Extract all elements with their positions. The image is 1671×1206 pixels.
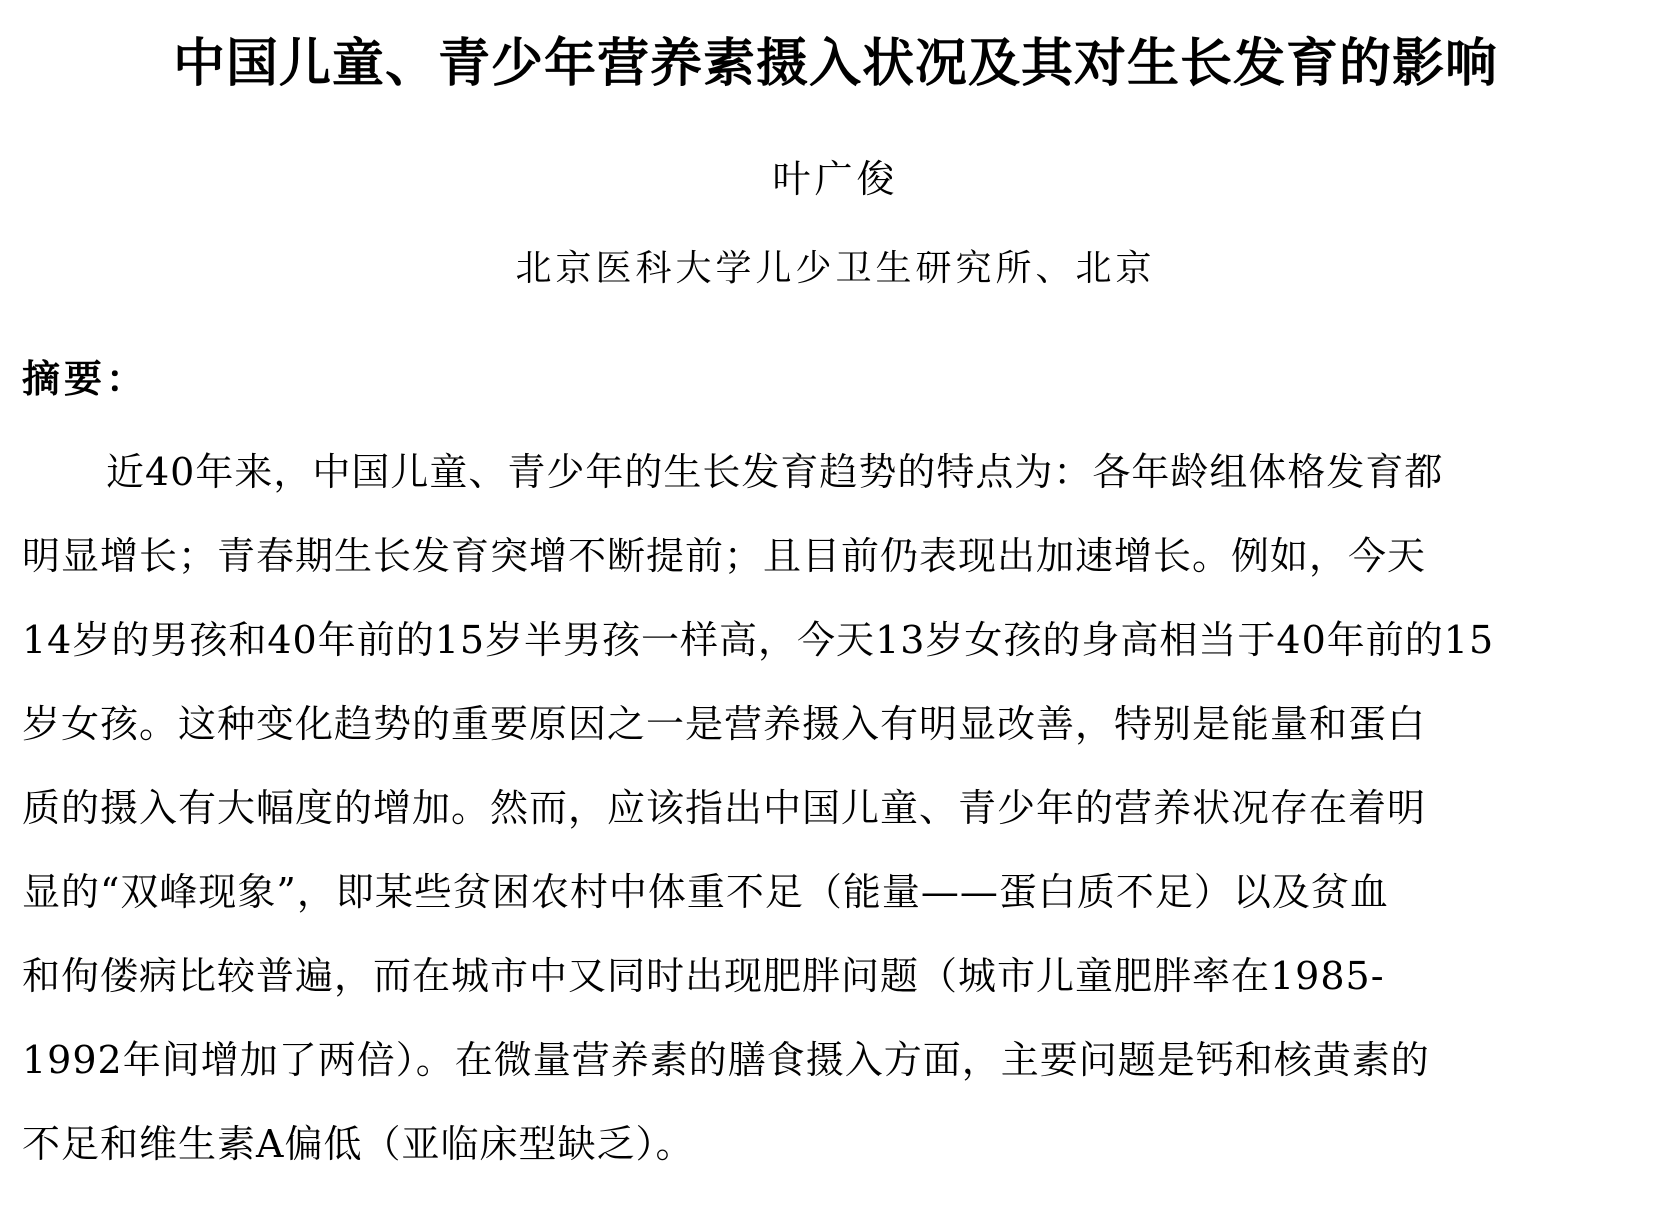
abstract-line: 14岁的男孩和40年前的15岁半男孩一样高，今天13岁女孩的身高相当于40年前的15 <box>22 618 1495 662</box>
abstract-line: 质的摄入有大幅度的增加。然而，应该指出中国儿童、青少年的营养状况存在着明 <box>22 786 1427 830</box>
abstract-line: 岁女孩。这种变化趋势的重要原因之一是营养摄入有明显改善，特别是能量和蛋白 <box>22 702 1427 746</box>
abstract-body <box>22 430 1642 1186</box>
author-affiliation: 北京医科大学儿少卫生研究所、北京 <box>515 248 1156 289</box>
paper-title: 中国儿童、青少年营养素摄入状况及其对生长发育的影响 <box>172 34 1498 94</box>
abstract-line: 显的“双峰现象”，即某些贫困农村中体重不足（能量——蛋白质不足）以及贫血 <box>22 870 1389 914</box>
abstract-heading: 摘要： <box>22 357 149 401</box>
abstract-line: 1992年间增加了两倍）。在微量营养素的膳食摄入方面，主要问题是钙和核黄素的 <box>22 1038 1430 1082</box>
abstract-line: 近40年来，中国儿童、青少年的生长发育趋势的特点为：各年龄组体格发育都 <box>106 450 1444 494</box>
abstract-line: 明显增长；青春期生长发育突增不断提前；且目前仍表现出加速增长。例如，今天 <box>22 534 1427 578</box>
author-name: 叶广俊 <box>772 157 899 201</box>
abstract-line: 不足和维生素A偏低（亚临床型缺乏）。 <box>22 1122 695 1166</box>
abstract-line: 和佝偻病比较普遍，而在城市中又同时出现肥胖问题（城市儿童肥胖率在1985- <box>22 954 1385 998</box>
